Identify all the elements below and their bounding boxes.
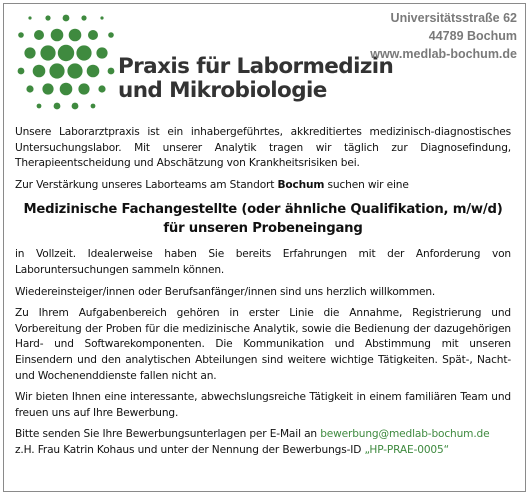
- reinforcement-sentence: [15, 178, 511, 194]
- postal-city: 44789 Bochum: [428, 29, 517, 43]
- intro-paragraph: Unsere Laborarztpraxis ist ein inhabergeführtes, akkreditiertes medizinisch-diagnostisches Untersuchungslabor. Mit unserer Analytik tragen wir täglich zur Diagnosefindung, Therapieentscheidung und Abschätzung von Krankheitsrisiken bei.: [15, 126, 511, 170]
- job-ad-body: [15, 125, 511, 459]
- job-title-line2: für unseren Probeneingang: [163, 221, 363, 237]
- reinforce-post: suchen wir eine: [324, 178, 409, 191]
- reinforce-pre: Zur Verstärkung unseres Laborteams am Standort: [15, 178, 278, 191]
- apply-paragraph: [15, 427, 511, 458]
- offer-paragraph: Wir bieten Ihnen eine interessante, abwechslungsreiche Tätigkeit in einem familiären Team und freuen uns auf Ihre Bewerbung.: [15, 391, 511, 419]
- practice-name-line1: Praxis für Labormedizin: [118, 54, 394, 79]
- website-link[interactable]: www.medlab-bochum.de: [370, 47, 517, 61]
- fulltime-paragraph: in Vollzeit. Idealerweise haben Sie bereits Erfahrungen mit der Anforderung von Laboruntersuchungen sammeln können.: [15, 248, 511, 276]
- job-title-line1: Medizinische Fachangestellte (oder ähnliche Qualifikation, m/w/d): [23, 202, 503, 218]
- practice-name-line2: und Mikrobiologie: [118, 78, 327, 103]
- job-title: [15, 200, 511, 238]
- apply-pre: Bitte senden Sie Ihre Bewerbungsunterlagen per E-Mail an: [15, 428, 321, 441]
- location-city: Bochum: [277, 178, 325, 191]
- address-block: [370, 9, 517, 63]
- apply-mid: z.H. Frau Katrin Kohaus und unter der Nennung der Bewerbungs-ID: [15, 443, 365, 456]
- lab-logo-icon: [16, 12, 116, 112]
- street: Universitätsstraße 62: [390, 11, 517, 25]
- application-id: „HP-PRAE-0005“: [364, 443, 449, 456]
- welcome-paragraph: Wiedereinsteiger/innen oder Berufsanfänger/innen sind uns herzlich willkommen.: [15, 285, 436, 298]
- practice-name: [118, 55, 393, 103]
- email-link[interactable]: bewerbung@medlab-bochum.de: [320, 428, 490, 441]
- tasks-paragraph: Zu Ihrem Aufgabenbereich gehören in erster Linie die Annahme, Registrierung und Vorbereitung der Proben für die medizinische Analytik, sowie die Bedienung der dazugehörigen Hard- und Softwarekomponenten. Die Kommunikation und Abstimmung mit unseren Einsendern und den analytischen Abteilungen sind weitere wichtige Tätigkeiten. Spät-, Nacht- und Wochenenddienste fallen nicht an.: [15, 307, 511, 382]
